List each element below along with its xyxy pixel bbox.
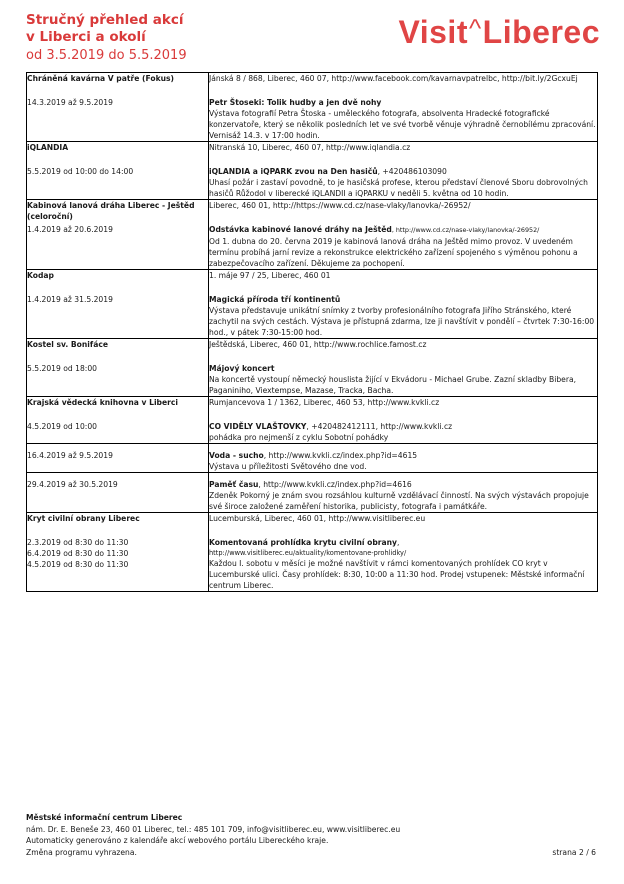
event-cell xyxy=(209,444,598,473)
event-title-extra: , xyxy=(397,538,400,547)
event-description: pohádka pro nejmenší z cyklu Sobotní pohádky xyxy=(209,433,389,442)
event-dates: 29.4.2019 až 30.5.2019 xyxy=(27,480,118,489)
event-cell xyxy=(209,200,598,270)
venue-name: iQLANDIA xyxy=(27,143,69,152)
row-spacer xyxy=(27,444,208,448)
event-block xyxy=(209,294,597,338)
venue-address: Lucemburská, Liberec, 460 01, http://www.visitliberec.eu xyxy=(209,514,426,523)
table-row xyxy=(27,73,598,142)
event-title xyxy=(209,363,597,374)
venue-name: Krajská vědecká knihovna v Liberci xyxy=(27,398,178,407)
event-block xyxy=(209,450,597,472)
event-title-text: Magická příroda tří kontinentů xyxy=(209,295,341,304)
event-title-text: CO VIDĚLY VLAŠTOVKY xyxy=(209,422,307,431)
event-description: Zdeněk Pokorný je znám svou rozsáhlou kulturně vzdělávací činností. Na svých výstavách propojuje své široce založené zaměření historika, publicisty, fotografa i památkáře. xyxy=(209,491,589,511)
event-dates: 5.5.2019 od 18:00 xyxy=(27,364,97,373)
event-title-extra: , http://www.kvkli.cz/index.php?id=4616 xyxy=(258,480,412,489)
event-dates: 1.4.2019 až 31.5.2019 xyxy=(27,295,113,304)
table-row xyxy=(27,444,598,473)
event-title-text: Paměť času xyxy=(209,480,259,489)
page-header xyxy=(26,10,600,68)
event-title-url: , http://www.cd.cz/nase-vlaky/lanovka/-26952/ xyxy=(391,226,540,234)
event-description: Na koncertě vystoupí německý houslista žijící v Ekvádoru - Michael Grube. Zazní skladby Bibera, Paganiniho, Viextempse, Mazase, Tracka, Bacha. xyxy=(209,375,577,395)
event-description: Výstava fotografií Petra Štoska - uměleckého fotografa, absolventa Hradecké fotografické konzervatoře, který se několik posledních let ve své tvorbě věnuje výhradně černobílému zpracování. Vernisáž 14.3. v 17:00 hodin. xyxy=(209,109,596,140)
table-row xyxy=(27,270,598,339)
event-dates: 2.3.2019 od 8:30 do 11:30 6.4.2019 od 8:30 do 11:30 4.5.2019 od 8:30 do 11:30 xyxy=(27,538,129,569)
venue-cell xyxy=(27,73,209,142)
event-block xyxy=(209,421,597,443)
venue-cell xyxy=(27,473,209,513)
row-spacer xyxy=(27,473,208,477)
table-row xyxy=(27,513,598,592)
venue-cell xyxy=(27,339,209,397)
table-row xyxy=(27,339,598,397)
event-dates: 4.5.2019 od 10:00 xyxy=(27,422,97,431)
event-title-text: Komentovaná prohlídka krytu civilní obrany xyxy=(209,538,398,547)
event-title xyxy=(209,97,597,108)
event-description: Výstava představuje unikátní snímky z tvorby profesionálního fotografa Jiřího Stránského, které zachytil na svých cestách. Výstava je přístupná zdarma, lze ji navštívit v pondělí – čtvrtek 7:30-16:00 hod., v pátek 7:30-15:00 hod. xyxy=(209,306,595,337)
event-title xyxy=(209,294,597,305)
event-description: Uhasí požár i zastaví povodně, to je hasičská profese, kterou představí členové Sboru dobrovolných hasičů Růžodol v liberecké iQLANDII a iQPARKU v neděli 5. května od 10 hodin. xyxy=(209,178,588,198)
event-cell xyxy=(209,73,598,142)
event-title xyxy=(209,537,597,548)
page-number: strana 2 / 6 xyxy=(552,847,596,857)
event-title-text: iQLANDIA a iQPARK zvou na Den hasičů xyxy=(209,167,378,176)
venue-address: 1. máje 97 / 25, Liberec, 460 01 xyxy=(209,271,331,280)
venue-cell xyxy=(27,397,209,444)
page-title: Stručný přehled akcí xyxy=(26,12,184,28)
page-subtitle: v Liberci a okolí xyxy=(26,29,146,45)
event-cell xyxy=(209,397,598,444)
venue-name: Kodap xyxy=(27,271,54,280)
event-title xyxy=(209,450,597,461)
venue-cell xyxy=(27,513,209,592)
event-cell xyxy=(209,339,598,397)
table-row xyxy=(27,473,598,513)
venue-cell xyxy=(27,200,209,270)
event-cell xyxy=(209,270,598,339)
row-spacer xyxy=(209,444,597,448)
venue-address: Rumjancevova 1 / 1362, Liberec, 460 53, http://www.kvkli.cz xyxy=(209,398,440,407)
event-dates: 5.5.2019 od 10:00 do 14:00 xyxy=(27,167,134,176)
table-row xyxy=(27,142,598,200)
venue-name: Chráněná kavárna V patře (Fokus) xyxy=(27,74,175,83)
logo-text-visit: Visit xyxy=(398,13,468,50)
venue-name: Kabinová lanová dráha Liberec - Ještěd (celoroční) xyxy=(27,201,195,221)
event-block xyxy=(209,479,597,512)
footer-generated-note: Automaticky generováno z kalendáře akcí webového portálu Libereckého kraje. xyxy=(26,836,329,845)
event-cell xyxy=(209,473,598,513)
events-body xyxy=(27,73,598,592)
event-block xyxy=(209,363,597,396)
venue-name: Kostel sv. Bonifáce xyxy=(27,340,108,349)
venue-address: Jánská 8 / 868, Liberec, 460 07, http://www.facebook.com/kavarnavpatrelbc, http://bit.ly/2GcxuEj xyxy=(209,74,578,83)
event-title xyxy=(209,479,597,490)
footer-contact: nám. Dr. E. Beneše 23, 460 01 Liberec, tel.: 485 101 709, info@visitliberec.eu, www.visitliberec.eu xyxy=(26,824,401,834)
table-row xyxy=(27,397,598,444)
event-title-extra: , +420486103090 xyxy=(377,167,447,176)
visit-liberec-logo xyxy=(398,10,600,54)
event-description: Výstava u příležitosti Světového dne vod. xyxy=(209,462,367,471)
event-block xyxy=(209,166,597,199)
footer-org: Městské informační centrum Liberec xyxy=(26,813,183,822)
event-title-extra: , http://www.kvkli.cz/index.php?id=4615 xyxy=(263,451,418,460)
venue-address: Ještědská, Liberec, 460 01, http://www.rochlice.famost.cz xyxy=(209,340,427,349)
event-title xyxy=(209,224,597,236)
event-block xyxy=(209,224,597,269)
venue-address: Nitranská 10, Liberec, 460 07, http://www.iqlandia.cz xyxy=(209,143,411,152)
logo-text-liberec: Liberec xyxy=(482,13,600,50)
event-title-text: Májový koncert xyxy=(209,364,275,373)
events-table xyxy=(26,72,598,592)
event-description: Od 1. dubna do 20. června 2019 je kabinová lanová dráha na Ještěd mimo provoz. V uvedeném termínu probíhá jarní revize a rekonstrukce elektrického zařízení spojeného s výměnou pohonu a zabezpečovacího zařízení. Děkujeme za pochopení. xyxy=(209,237,578,268)
event-cell xyxy=(209,513,598,592)
event-dates: 16.4.2019 až 9.5.2019 xyxy=(27,451,113,460)
event-block xyxy=(209,537,597,591)
footer xyxy=(26,812,598,858)
event-dates: 1.4.2019 až 20.6.2019 xyxy=(27,225,113,234)
footer-disclaimer: Změna programu vyhrazena. xyxy=(26,847,137,857)
venue-cell xyxy=(27,270,209,339)
event-title xyxy=(209,421,597,432)
logo-caret: ^ xyxy=(468,12,482,43)
venue-cell xyxy=(27,444,209,473)
event-cell xyxy=(209,142,598,200)
venue-address: Liberec, 460 01, http://https://www.cd.cz/nase-vlaky/lanovka/-26952/ xyxy=(209,201,471,210)
event-title-text: Petr Štoseki: Tolik hudby a jen dvě nohy xyxy=(209,98,382,107)
event-title-text: Odstávka kabinové lanové dráhy na Ještěd xyxy=(209,225,392,234)
venue-cell xyxy=(27,142,209,200)
event-title-text: Voda - sucho xyxy=(209,451,264,460)
event-dates: 14.3.2019 až 9.5.2019 xyxy=(27,98,113,107)
event-title xyxy=(209,166,597,177)
event-block xyxy=(209,97,597,141)
row-spacer xyxy=(209,473,597,477)
venue-name: Kryt civilní obrany Liberec xyxy=(27,514,140,523)
event-description: Každou I. sobotu v měsíci je možné navštívit v rámci komentovaných prohlídek CO kryt v Lucemburské ulici. Časy prohlídek: 8:30, 10:00 a 11:30 hod. Prodej vstupenek: Městské informační centrum Liberec. xyxy=(209,559,585,590)
date-range: od 3.5.2019 do 5.5.2019 xyxy=(26,48,187,63)
event-title-extra: , +420482412111, http://www.kvkli.cz xyxy=(306,422,453,431)
table-row xyxy=(27,200,598,270)
event-url: http://www.visitliberec.eu/aktuality/komentovane-prohlidky/ xyxy=(209,549,407,557)
